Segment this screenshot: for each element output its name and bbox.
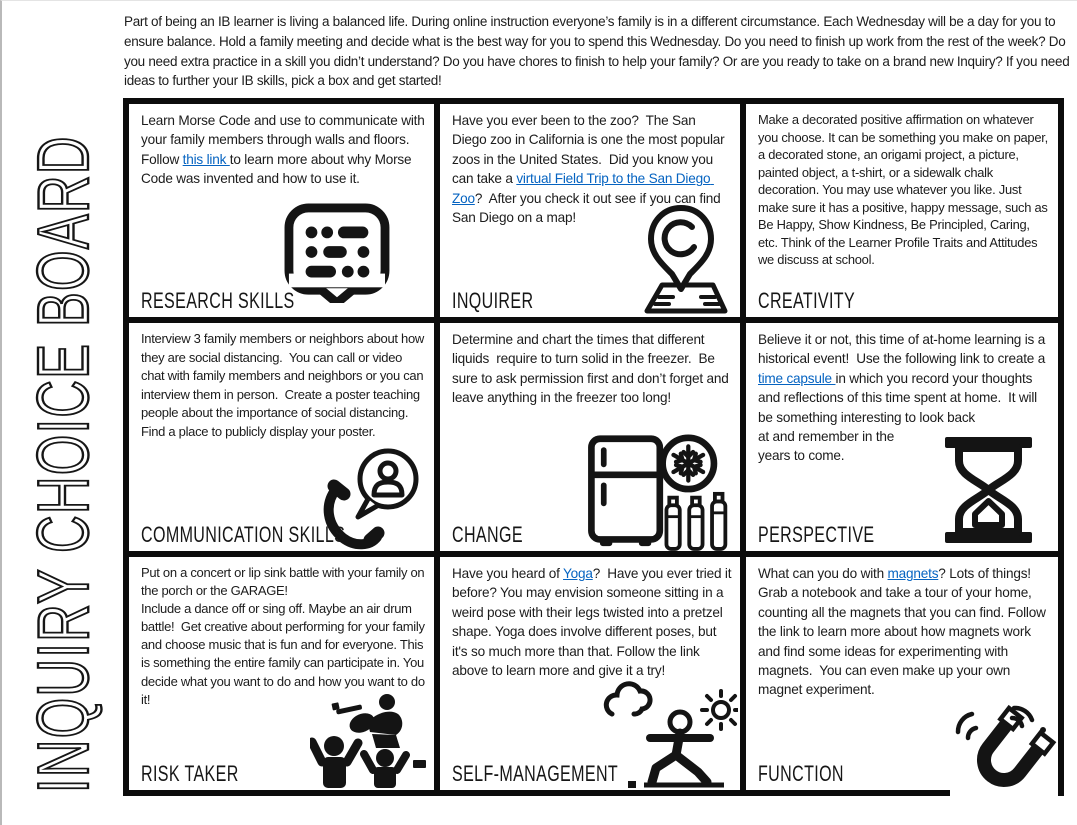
text-segment: Interview 3 family members or neighbors about how they are social distancing. You can call or video chat with family members and neighbors or you can interview them in person. Create a poster teaching people about the importance of social distancing. Find a place to publicly display your poster. [141,331,428,439]
cell-text [758,111,1050,269]
text-segment: ? Lots of things! Grab a notebook and take a tour of your home, counting all the magnets that you can find. Follow the link to learn more about how magnets work and find some ideas for experimenting with magnets. You can even make up your own magnet experiment. [758,566,1050,698]
cell-text [758,330,1050,466]
choice-cell-research-skills [129,104,434,317]
category-label: CREATIVITY [758,288,856,313]
text-segment: What can you do with [758,566,888,581]
choice-cell-creativity [746,104,1058,317]
time-capsule-link[interactable]: time capsule [758,370,836,386]
text-segment: Make a decorated positive affirmation on whatever you choose. It can be something you make on paper, a decorated stone, an origami project, a picture, painted object, a t-shirt, or a sidewalk chalk decoration. You may use whatever you like. Just make sure it has a positive, happy message, such as Be Happy, Show Kindness, Be Principled, Caring, etc. Think of the Learner Profile Traits and Attitudes we discuss at school. [758,112,1052,267]
text-segment: Put on a concert or lip sink battle with your family on the porch or the GARAGE! Include a dance off or sing off. Maybe an air drum battle! Get creative about performing for your family and choose music that is fun and for everyone. This is something the entire family can participate in. You decide what you want to do and how you want to do it! [141,565,425,707]
category-label: RISK TAKER [141,761,239,786]
text-segment: ? Have you ever tried it before? You may envision someone sitting in a weird pose with their legs twisted into a pretzel shape. Yoga does involve different poses, but it's so much more than that. Follow the link above to learn more and give it a try! [452,566,735,679]
magnets-link[interactable]: magnets [887,566,939,581]
text-segment: Determine and chart the times that different liquids require to turn solid in the freezer. Be sure to ask permission first and don’t forget and leave anything in the freezer too long! [452,332,733,406]
category-label: FUNCTION [758,761,844,786]
freezer-and-bottles-icon [580,431,732,551]
yoga-link[interactable]: Yoga [563,566,593,581]
cell-text [452,564,735,680]
category-label: PERSPECTIVE [758,522,875,547]
choice-cell-function [746,557,1058,790]
choice-cell-communication-skills [129,323,434,551]
choice-cell-perspective [746,323,1058,551]
choice-cell-inquirer [440,104,740,317]
text-segment: Learn Morse Code and use to communicate with your family members through walls and floors. Follow [141,113,429,167]
morse-code-icon [280,203,392,303]
san-diego-zoo-link[interactable]: virtual Field Trip to the San Diego Zoo [452,171,714,206]
cell-text [141,111,429,189]
category-label: COMMUNICATION SKILLS [141,522,346,547]
text-segment: ? After you check it out see if you can find San Diego on a map! [452,190,725,226]
text-segment: to learn more about why Morse Code was invented and how to use it. [141,151,415,187]
cell-text [141,564,426,709]
yoga-pose-icon [600,678,738,790]
board-title: INQUIRY CHOICE BOARD [24,135,104,793]
text-segment: Have you heard of [452,566,564,581]
morse-code-link[interactable]: this link [182,151,230,167]
cell-text [452,330,732,408]
choice-cell-self-management [440,557,740,790]
choice-board-grid [123,98,1064,796]
magnet-icon [950,698,1058,816]
intro-paragraph: Part of being an IB learner is living a balanced life. During online instruction everyone’s family is in a different circumstance. Each Wednesday will be a day for you to ensure balance. Hold a family meeting and decide what is the best way for you to spend this Wednesday. Do you need to finish up work from the rest of the week? Do you need extra practice in a skill you didn’t understand? Do you have chores to finish to help your family? Or are you ready to take on a brand new Inquiry? If you need ideas to further your IB skills, pick a box and get started! [124,14,1070,89]
category-label: RESEARCH SKILLS [141,288,295,313]
cell-text [758,564,1050,700]
choice-cell-change [440,323,740,551]
cell-text [452,111,732,227]
category-label: SELF-MANAGEMENT [452,761,619,786]
cell-text [141,330,426,442]
category-label: INQUIRER [452,288,534,313]
category-label: CHANGE [452,522,523,547]
choice-cell-risk-taker [129,557,434,790]
text-segment: Believe it or not, this time of at-home learning is a historical event! Use the following link to create a [758,332,1049,367]
text-segment: Have you ever been to the zoo? The San Diego zoo in California is one the most popular zoos in the United States. Did you know you can take a [452,113,729,187]
text-segment: in which you record your thoughts and reflections of this time spent at home. It will be something interesting to look back at and remember in the years to come. [758,370,1037,464]
